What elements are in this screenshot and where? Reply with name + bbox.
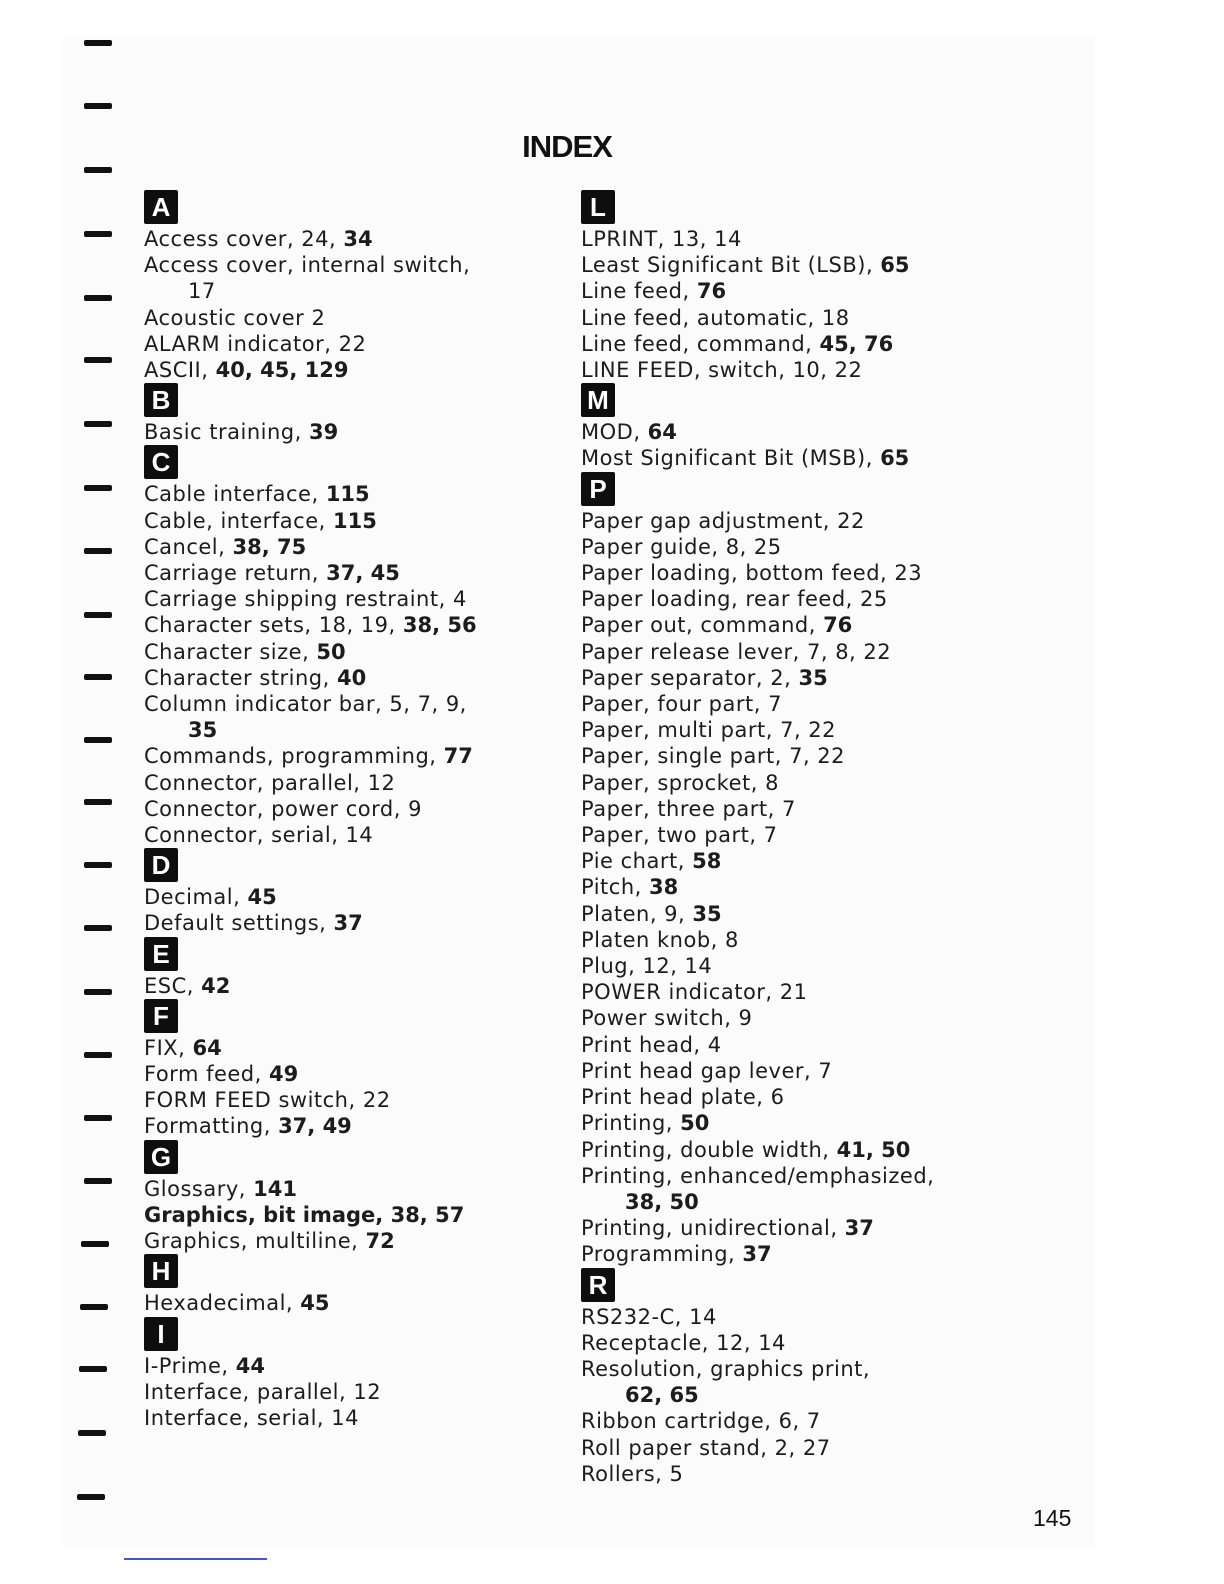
binding-hole-mark — [84, 167, 112, 173]
binding-hole-mark — [80, 1304, 108, 1310]
index-entry — [581, 874, 934, 900]
entry-text: 17 — [188, 279, 216, 304]
binding-hole-mark — [84, 989, 112, 995]
entry-text: Formatting, — [144, 1114, 279, 1139]
index-entry — [144, 884, 477, 910]
index-entry — [144, 586, 477, 612]
index-section-f — [144, 999, 477, 1140]
index-entry — [144, 665, 477, 691]
index-entry — [144, 331, 477, 357]
entry-text: Programming, — [581, 1242, 743, 1267]
entry-text: MOD, — [581, 420, 648, 445]
index-entry — [144, 508, 477, 534]
index-entry — [581, 419, 934, 445]
index-section-c — [144, 445, 477, 848]
page-reference-primary: 45 — [300, 1291, 330, 1316]
index-entry — [581, 639, 934, 665]
entry-text: Connector, parallel, 12 — [144, 770, 396, 795]
entry-text: Default settings, — [144, 911, 334, 936]
index-entry — [581, 1408, 934, 1434]
index-column-left — [144, 190, 477, 1431]
index-entry — [581, 252, 934, 278]
binding-hole-mark — [78, 1430, 106, 1436]
entry-text: Paper separator, 2, — [581, 665, 799, 690]
binding-hole-mark — [84, 421, 112, 427]
index-entry — [144, 1379, 477, 1405]
entry-text: I-Prime, — [144, 1353, 236, 1378]
entry-text: Paper guide, 8, 25 — [581, 534, 782, 559]
index-entry — [144, 910, 477, 936]
page-reference-primary: 45, 76 — [819, 331, 894, 356]
entry-text: Character sets, 18, 19, — [144, 613, 403, 638]
entry-text: LPRINT, 13, 14 — [581, 227, 742, 251]
index-entry — [581, 1163, 934, 1189]
entry-text: Pitch, — [581, 875, 649, 900]
entry-text: Glossary, — [144, 1176, 254, 1201]
page-reference-primary: 37 — [333, 911, 363, 936]
entry-text: Connector, serial, 14 — [144, 823, 374, 848]
entry-text: Hexadecimal, — [144, 1291, 301, 1316]
entry-text: Carriage return, — [144, 561, 327, 586]
index-entry — [581, 1137, 934, 1163]
section-letter-badge: D — [144, 848, 178, 882]
page-reference-primary: 38, 75 — [232, 534, 307, 559]
binding-hole-mark — [84, 485, 112, 491]
binding-hole-mark — [84, 737, 112, 743]
binding-hole-mark — [77, 1494, 105, 1500]
index-entry — [144, 419, 477, 445]
entry-text: Decimal, — [144, 885, 248, 910]
entry-text: Paper loading, rear feed, 25 — [581, 587, 888, 612]
page-reference-primary: 34 — [343, 227, 373, 251]
binding-hole-mark — [84, 40, 112, 46]
entry-text: Cable interface, — [144, 482, 326, 507]
index-entry — [144, 1202, 477, 1228]
index-entry — [144, 226, 477, 252]
binding-hole-mark — [84, 295, 112, 301]
index-entry — [581, 508, 934, 534]
page-reference-primary: 40, 45, 129 — [215, 358, 349, 383]
entry-text: Paper loading, bottom feed, 23 — [581, 561, 923, 586]
section-letter-badge: G — [144, 1140, 178, 1174]
index-entry — [144, 639, 477, 665]
index-entry — [144, 822, 477, 848]
entry-text: Carriage shipping restraint, 4 — [144, 587, 467, 612]
binding-hole-mark — [84, 1115, 112, 1121]
index-entry — [144, 1061, 477, 1087]
entry-text: Ribbon cartridge, 6, 7 — [581, 1409, 821, 1434]
entry-text: Resolution, graphics print, — [581, 1356, 871, 1381]
page-reference-primary: 40 — [337, 665, 367, 690]
index-entry — [144, 534, 477, 560]
index-entry — [581, 1356, 934, 1382]
entry-text: Cancel, — [144, 534, 233, 559]
entry-text: Paper, four part, 7 — [581, 692, 782, 717]
binding-hole-mark — [84, 103, 112, 109]
index-section-b — [144, 383, 477, 445]
index-entry — [144, 743, 477, 769]
index-entry — [144, 1353, 477, 1379]
entry-text: Line feed, command, — [581, 331, 820, 356]
entry-text: Graphics, multiline, — [144, 1229, 366, 1254]
page-reference-primary: 58 — [692, 849, 722, 874]
page-reference-primary: 65 — [880, 253, 910, 278]
index-section-p — [581, 472, 934, 1268]
index-entry — [581, 1084, 934, 1110]
index-section-h — [144, 1254, 477, 1316]
section-letter-badge: A — [144, 190, 178, 224]
entry-text: ESC, — [144, 973, 202, 998]
page-reference-primary: 37, 45 — [326, 561, 400, 586]
page-reference-primary: 65 — [880, 446, 910, 471]
index-entry — [581, 560, 934, 586]
page-reference-primary: 115 — [325, 482, 370, 507]
index-entry — [144, 1087, 477, 1113]
index-entry-continuation — [581, 1189, 934, 1215]
index-entry — [581, 357, 934, 383]
index-entry — [581, 927, 934, 953]
index-entry — [144, 481, 477, 507]
index-entry — [581, 1241, 934, 1267]
entry-text: Print head, 4 — [581, 1032, 722, 1057]
entry-text: Column indicator bar, 5, 7, 9, — [144, 692, 467, 717]
entry-text: Form feed, — [144, 1062, 269, 1087]
page-reference-primary: 76 — [823, 613, 853, 638]
index-entry — [581, 665, 934, 691]
page-title: INDEX — [522, 128, 612, 164]
index-entry — [581, 822, 934, 848]
page-reference-primary: 38, 50 — [625, 1189, 699, 1214]
index-entry — [581, 586, 934, 612]
index-entry — [581, 1058, 934, 1084]
index-entry — [581, 1215, 934, 1241]
binding-hole-mark — [84, 925, 112, 931]
entry-text: Pie chart, — [581, 849, 693, 874]
index-entry — [581, 1461, 934, 1487]
index-section-i — [144, 1317, 477, 1432]
index-entry — [581, 534, 934, 560]
entry-text: Print head plate, 6 — [581, 1085, 785, 1110]
page-reference-primary: 49 — [269, 1062, 299, 1087]
entry-text: LINE FEED, switch, 10, 22 — [581, 358, 863, 383]
binding-hole-mark — [84, 1178, 112, 1184]
section-letter-badge: F — [144, 999, 178, 1033]
entry-text: FORM FEED switch, 22 — [144, 1088, 391, 1113]
section-letter-badge: I — [144, 1317, 178, 1351]
section-letter-badge: R — [581, 1268, 615, 1302]
entry-text: FIX, — [144, 1035, 193, 1060]
index-entry — [581, 743, 934, 769]
entry-text: Plug, 12, 14 — [581, 954, 713, 979]
entry-text: Character string, — [144, 665, 337, 690]
entry-text: Most Significant Bit (MSB), — [581, 446, 881, 471]
index-section-d — [144, 848, 477, 936]
page-reference-primary: 37, 49 — [278, 1114, 352, 1139]
index-entry — [144, 691, 477, 717]
index-entry — [144, 1290, 477, 1316]
page-reference-primary: 62, 65 — [625, 1383, 699, 1408]
entry-text: Paper, three part, 7 — [581, 796, 796, 821]
index-entry — [581, 770, 934, 796]
entry-text: Character size, — [144, 639, 317, 664]
index-entry — [581, 445, 934, 471]
page-reference-primary: 76 — [696, 279, 727, 304]
index-entry — [144, 560, 477, 586]
entry-text: Basic training, — [144, 420, 309, 445]
page-reference-primary: 37 — [742, 1242, 772, 1267]
entry-text: Paper, single part, 7, 22 — [581, 744, 846, 769]
entry-text: Access cover, internal switch, — [144, 253, 471, 278]
entry-text: Paper, sprocket, 8 — [581, 770, 779, 795]
index-entry — [581, 1435, 934, 1461]
page-reference-primary: 39 — [308, 420, 339, 445]
binding-hole-mark — [84, 674, 112, 680]
entry-text: Acoustic cover 2 — [144, 305, 326, 330]
entry-text: RS232-C, 14 — [581, 1304, 717, 1329]
index-entry — [144, 1405, 477, 1431]
index-entry-continuation — [144, 278, 477, 304]
page-reference-primary: 50 — [316, 639, 346, 664]
index-entry — [144, 357, 477, 383]
index-section-m — [581, 383, 934, 471]
entry-text: Printing, double width, — [581, 1137, 837, 1162]
section-letter-badge: B — [144, 383, 178, 417]
index-entry — [581, 305, 934, 331]
index-entry — [144, 612, 477, 638]
page-reference-primary: 45 — [247, 885, 277, 910]
binding-hole-mark — [84, 612, 112, 618]
index-entry — [581, 1330, 934, 1356]
entry-text: Commands, programming, — [144, 744, 444, 769]
entry-text: Printing, unidirectional, — [581, 1216, 845, 1241]
entry-text: Printing, — [581, 1111, 681, 1136]
page-reference-primary: 50 — [680, 1111, 710, 1136]
index-entry — [581, 226, 934, 252]
index-section-l — [581, 190, 934, 383]
entry-text: Paper gap adjustment, 22 — [581, 508, 865, 533]
index-section-r — [581, 1268, 934, 1487]
index-entry — [581, 331, 934, 357]
index-entry — [144, 1035, 477, 1061]
page-reference-primary: 37 — [844, 1216, 874, 1241]
section-letter-badge: E — [144, 937, 178, 971]
page-reference-primary: 72 — [365, 1229, 395, 1254]
page-reference-primary: 38, 56 — [402, 613, 477, 638]
page-reference-primary: 38 — [648, 875, 679, 900]
index-entry — [144, 1176, 477, 1202]
entry-text: Cable, interface, — [144, 508, 333, 533]
index-entry — [581, 691, 934, 717]
index-entry — [581, 717, 934, 743]
entry-text: Line feed, — [581, 279, 697, 304]
binding-hole-mark — [84, 548, 112, 554]
entry-text: Interface, serial, 14 — [144, 1405, 359, 1430]
index-entry — [581, 953, 934, 979]
entry-text: Paper release lever, 7, 8, 22 — [581, 639, 892, 664]
page-reference-primary: 77 — [443, 744, 473, 769]
entry-text: POWER indicator, 21 — [581, 980, 808, 1005]
page-reference-primary: 115 — [332, 508, 377, 533]
binding-hole-mark — [84, 799, 112, 805]
section-letter-badge: C — [144, 445, 178, 479]
section-letter-badge: M — [581, 383, 615, 417]
binding-hole-mark — [84, 1052, 112, 1058]
index-entry — [144, 1113, 477, 1139]
index-entry — [581, 1032, 934, 1058]
section-letter-badge: L — [581, 190, 615, 224]
entry-text: Platen knob, 8 — [581, 927, 739, 952]
binding-hole-mark — [84, 862, 112, 868]
entry-text: Paper, two part, 7 — [581, 823, 778, 848]
entry-text: Printing, enhanced/emphasized, — [581, 1163, 935, 1188]
entry-text: Power switch, 9 — [581, 1006, 753, 1031]
entry-text: Interface, parallel, 12 — [144, 1379, 382, 1404]
page-reference-primary: 42 — [201, 973, 231, 998]
index-column-right — [581, 190, 934, 1487]
page-reference-primary: 35 — [692, 901, 722, 926]
bottom-rule — [124, 1558, 267, 1560]
index-entry — [581, 1304, 934, 1330]
page-reference-primary: 141 — [253, 1176, 297, 1201]
binding-hole-mark — [84, 231, 112, 237]
index-section-g — [144, 1140, 477, 1255]
index-section-a — [144, 190, 477, 383]
entry-text: Least Significant Bit (LSB), — [581, 253, 881, 278]
index-entry-continuation — [581, 1382, 934, 1408]
index-entry — [581, 848, 934, 874]
index-entry — [581, 278, 934, 304]
entry-text: Paper, multi part, 7, 22 — [581, 718, 837, 743]
page-reference-primary: 64 — [647, 420, 677, 445]
index-entry-continuation — [144, 717, 477, 743]
entry-text: Roll paper stand, 2, 27 — [581, 1435, 831, 1460]
index-entry — [581, 612, 934, 638]
section-letter-badge: P — [581, 472, 615, 506]
page-reference-primary: 44 — [235, 1353, 265, 1378]
index-section-e — [144, 937, 477, 999]
index-entry — [581, 979, 934, 1005]
index-entry — [144, 305, 477, 331]
page-reference-primary: 64 — [192, 1035, 222, 1060]
entry-text: Rollers, 5 — [581, 1461, 684, 1486]
index-entry — [144, 770, 477, 796]
page-number: 145 — [1033, 1505, 1072, 1531]
entry-text: Connector, power cord, 9 — [144, 796, 422, 821]
index-entry — [581, 796, 934, 822]
index-entry — [144, 796, 477, 822]
entry-text: ASCII, — [144, 358, 216, 383]
index-entry — [581, 1110, 934, 1136]
entry-text: Print head gap lever, 7 — [581, 1058, 833, 1083]
index-entry — [581, 901, 934, 927]
entry-text: ALARM indicator, 22 — [144, 331, 367, 356]
index-entry — [581, 1005, 934, 1031]
page-reference-primary: 35 — [188, 718, 218, 743]
entry-text: Receptacle, 12, 14 — [581, 1330, 786, 1355]
binding-hole-mark — [84, 357, 112, 363]
entry-text: Platen, 9, — [581, 901, 693, 926]
section-letter-badge: H — [144, 1254, 178, 1288]
entry-text: Paper out, command, — [581, 613, 824, 638]
index-entry — [144, 252, 477, 278]
entry-text: Line feed, automatic, 18 — [581, 305, 850, 330]
page-reference-primary: 41, 50 — [836, 1137, 911, 1162]
entry-text: Access cover, 24, — [144, 227, 344, 251]
binding-hole-mark — [81, 1241, 109, 1247]
index-entry — [144, 1228, 477, 1254]
index-entry — [144, 973, 477, 999]
binding-hole-mark — [79, 1366, 107, 1372]
page-reference-primary: Graphics, bit image, 38, 57 — [144, 1202, 465, 1227]
page-reference-primary: 35 — [798, 665, 828, 690]
